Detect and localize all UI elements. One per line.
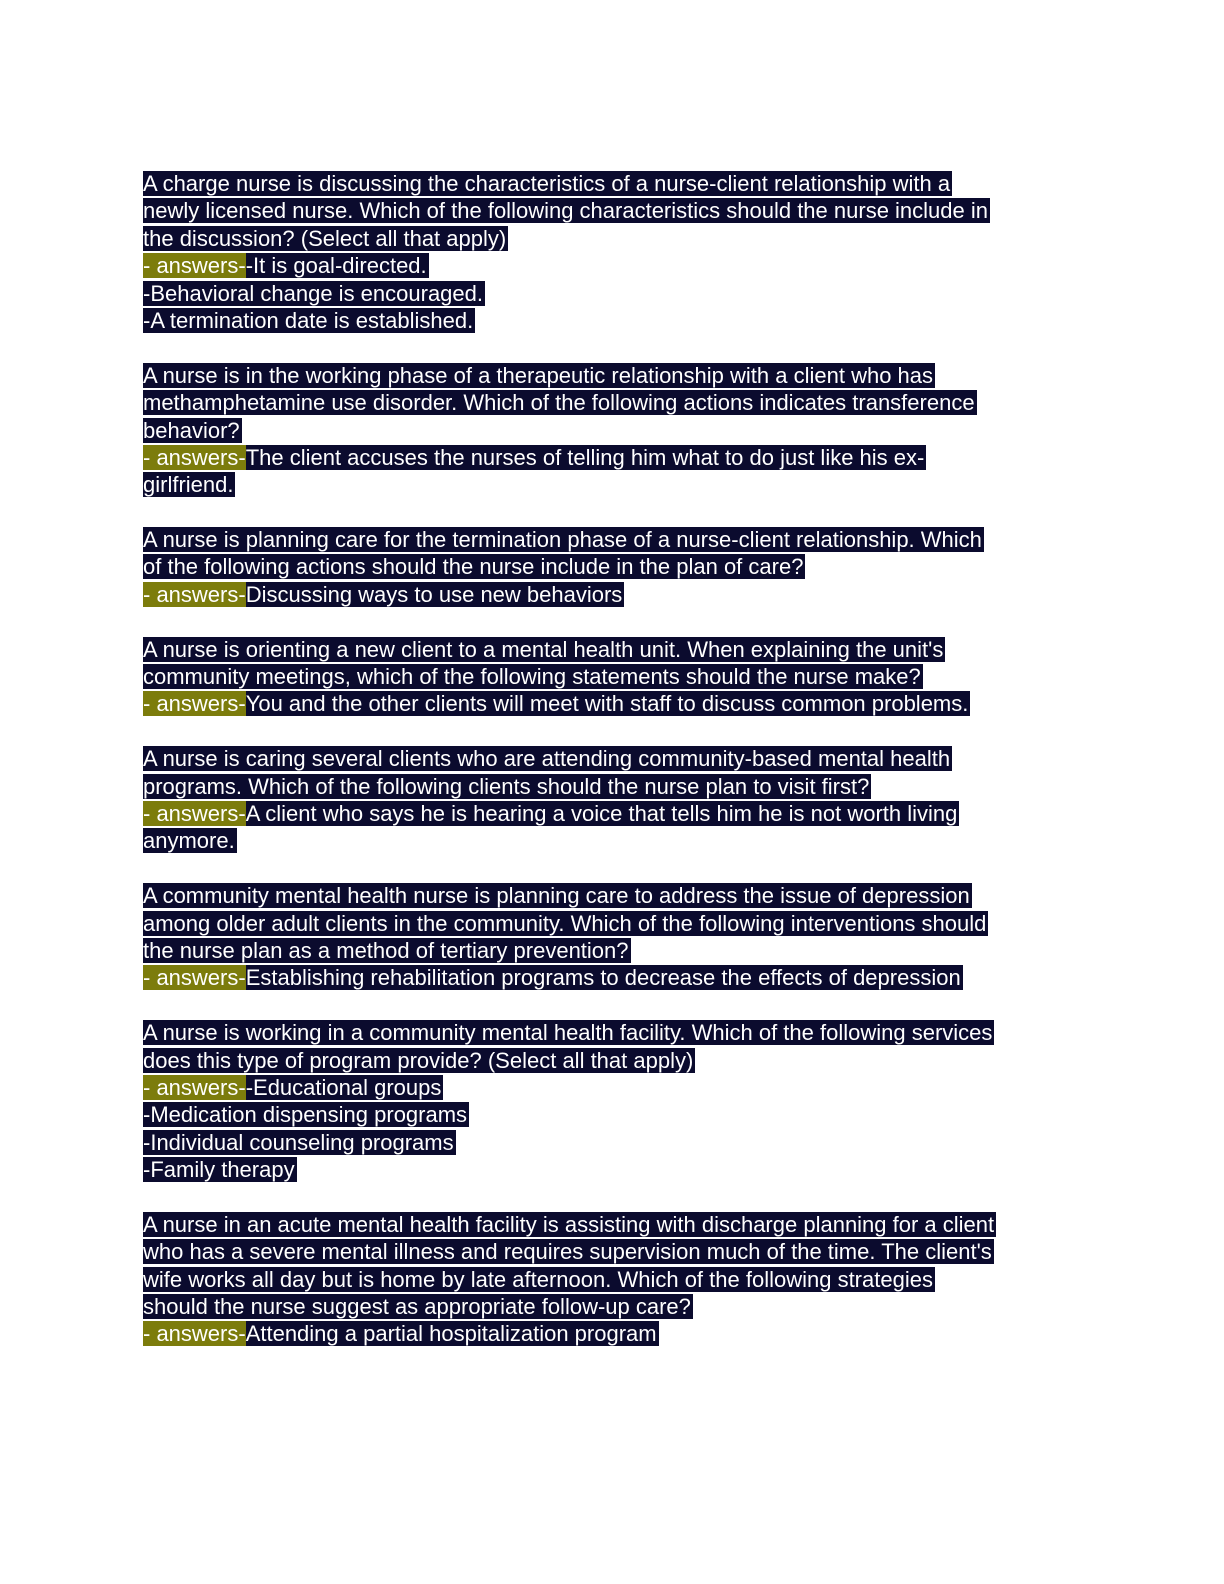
answer-line [143, 471, 1083, 498]
answer-text: -Educational groups [245, 1074, 442, 1100]
answer-line [143, 800, 1083, 827]
question-text: community meetings, which of the following statements should the nurse make? [143, 664, 921, 690]
answer-line [143, 1129, 1083, 1156]
question-text: A nurse is caring several clients who are attending community-based mental health [143, 746, 951, 772]
question-text: A community mental health nurse is planning care to address the issue of depression [143, 883, 970, 909]
qa-item [143, 636, 1083, 718]
question-text: A nurse is planning care for the termination phase of a nurse-client relationship. Which [143, 527, 982, 553]
question-text: the discussion? (Select all that apply) [143, 225, 507, 251]
question-text: wife works all day but is home by late afternoon. Which of the following strategies [143, 1266, 933, 1292]
qa-item [143, 1019, 1083, 1183]
answer-text: -Medication dispensing programs [143, 1102, 468, 1128]
question-line [143, 1266, 1083, 1293]
question-text: A nurse is orienting a new client to a mental health unit. When explaining the unit's [143, 636, 944, 662]
question-line [143, 197, 1083, 224]
question-line [143, 417, 1083, 444]
question-line [143, 773, 1083, 800]
answer-text: -Family therapy [143, 1157, 295, 1183]
answer-text: -A termination date is established. [143, 307, 474, 333]
answer-line [143, 444, 1083, 471]
answers-tag: - answers- [143, 965, 246, 991]
answer-line [143, 964, 1083, 991]
question-line [143, 553, 1083, 580]
question-line [143, 937, 1083, 964]
qa-item [143, 882, 1083, 992]
qa-item [143, 170, 1083, 334]
answer-line [143, 307, 1083, 334]
question-line [143, 362, 1083, 389]
answers-tag: - answers- [143, 800, 246, 826]
question-line [143, 882, 1083, 909]
question-text: among older adult clients in the community. Which of the following interventions should [143, 910, 987, 936]
answer-text: anymore. [143, 828, 235, 854]
answer-line [143, 690, 1083, 717]
document-body [143, 170, 1083, 1375]
question-line [143, 526, 1083, 553]
qa-item [143, 362, 1083, 499]
question-text: methamphetamine use disorder. Which of the following actions indicates transference [143, 390, 975, 416]
qa-item [143, 1211, 1083, 1348]
answer-line [143, 280, 1083, 307]
question-line [143, 389, 1083, 416]
question-text: of the following actions should the nurse include in the plan of care? [143, 554, 804, 580]
answer-line [143, 1320, 1083, 1347]
answer-line [143, 581, 1083, 608]
question-text: who has a severe mental illness and requires supervision much of the time. The client's [143, 1239, 992, 1265]
question-text: behavior? [143, 417, 240, 443]
question-text: A nurse is in the working phase of a therapeutic relationship with a client who has [143, 362, 934, 388]
question-text: the nurse plan as a method of tertiary prevention? [143, 937, 629, 963]
question-line [143, 170, 1083, 197]
question-line [143, 910, 1083, 937]
answers-tag: - answers- [143, 1321, 246, 1347]
question-line [143, 1238, 1083, 1265]
answers-tag: - answers- [143, 444, 246, 470]
question-line [143, 663, 1083, 690]
answers-tag: - answers- [143, 691, 246, 717]
answer-text: girlfriend. [143, 472, 234, 498]
question-text: should the nurse suggest as appropriate follow-up care? [143, 1294, 691, 1320]
answer-text: Attending a partial hospitalization program [245, 1321, 657, 1347]
question-line [143, 1211, 1083, 1238]
answer-text: The client accuses the nurses of telling him what to do just like his ex- [245, 444, 925, 470]
answer-text: -It is goal-directed. [245, 253, 427, 279]
question-text: A nurse is working in a community mental health facility. Which of the following services [143, 1020, 993, 1046]
question-text: newly licensed nurse. Which of the following characteristics should the nurse include in [143, 198, 988, 224]
question-line [143, 1047, 1083, 1074]
answer-text: Discussing ways to use new behaviors [245, 581, 623, 607]
answers-tag: - answers- [143, 253, 246, 279]
answer-line [143, 1156, 1083, 1183]
question-line [143, 636, 1083, 663]
answer-line [143, 1074, 1083, 1101]
question-text: does this type of program provide? (Select all that apply) [143, 1047, 694, 1073]
question-line [143, 745, 1083, 772]
answers-tag: - answers- [143, 1074, 246, 1100]
answer-text: -Behavioral change is encouraged. [143, 280, 484, 306]
qa-item [143, 745, 1083, 855]
question-text: programs. Which of the following clients should the nurse plan to visit first? [143, 773, 870, 799]
answer-text: You and the other clients will meet with staff to discuss common problems. [245, 691, 969, 717]
answer-text: -Individual counseling programs [143, 1129, 454, 1155]
answer-text: A client who says he is hearing a voice that tells him he is not worth living [245, 800, 958, 826]
question-line [143, 1019, 1083, 1046]
question-line [143, 225, 1083, 252]
question-line [143, 1293, 1083, 1320]
answers-tag: - answers- [143, 581, 246, 607]
answer-line [143, 1101, 1083, 1128]
answer-line [143, 252, 1083, 279]
qa-item [143, 526, 1083, 608]
answer-text: Establishing rehabilitation programs to decrease the effects of depression [245, 965, 961, 991]
question-text: A nurse in an acute mental health facility is assisting with discharge planning for a client [143, 1211, 995, 1237]
answer-line [143, 827, 1083, 854]
question-text: A charge nurse is discussing the characteristics of a nurse-client relationship with a [143, 171, 951, 196]
